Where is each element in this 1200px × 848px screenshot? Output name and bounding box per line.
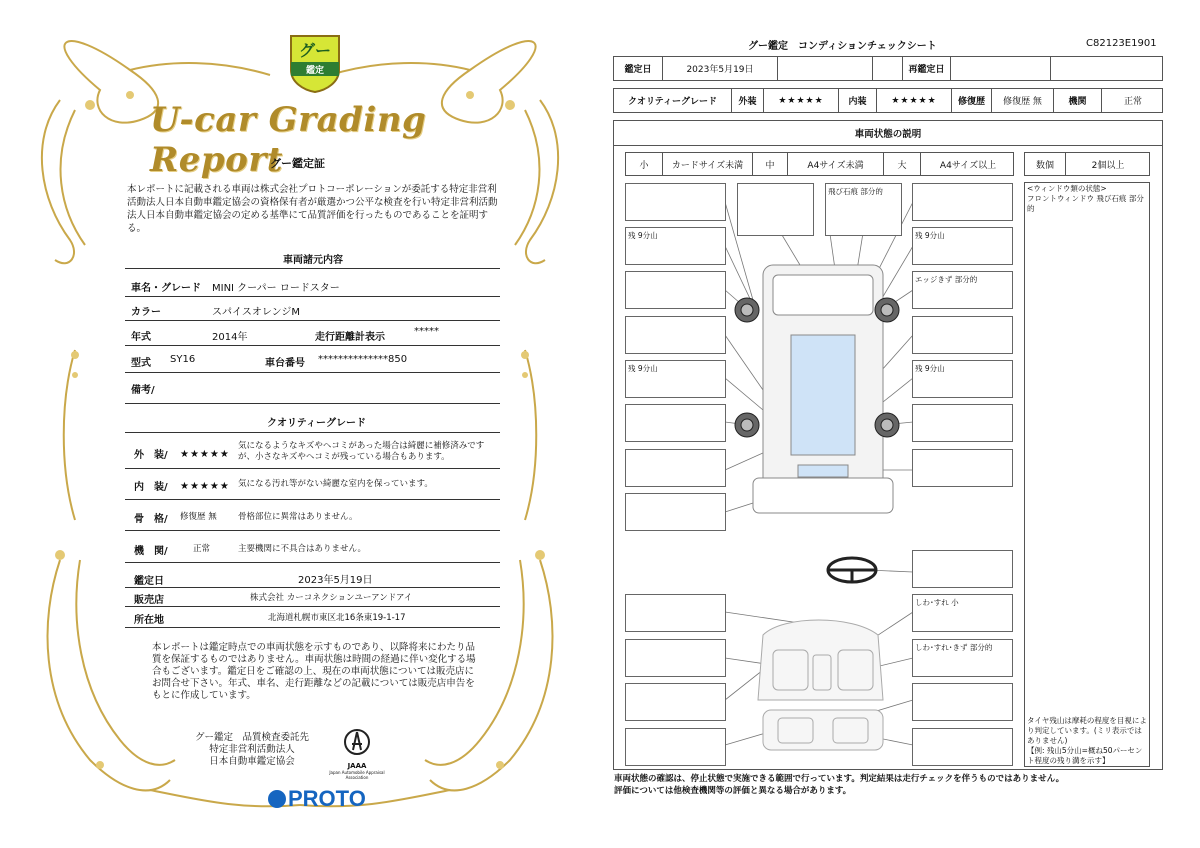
- mileage-value: *****: [414, 326, 439, 337]
- empty-cell: [872, 57, 902, 80]
- damage-box: [912, 683, 1013, 721]
- legend-small-desc: カードサイズ未満: [662, 153, 752, 175]
- reappraisal-label: 再鑑定日: [902, 57, 950, 80]
- remarks-label: 備考/: [131, 385, 155, 396]
- certificate-title: グー鑑定証: [270, 157, 325, 170]
- damage-box-seat-wrinkle: しわ･すれ 小: [912, 594, 1013, 632]
- date-value: 2023年5月19日: [662, 57, 777, 80]
- address-value: 北海道札幌市東区北16条東19-1-17: [268, 613, 406, 623]
- interior-stars: ★★★★★: [180, 481, 230, 492]
- divider: [125, 432, 500, 433]
- divider: [125, 345, 500, 346]
- damage-box: [625, 683, 726, 721]
- frame-value: 修復歴 無: [180, 512, 217, 522]
- dealer-label: 販売店: [134, 595, 164, 606]
- report-script-title: U-car Grading Report: [150, 100, 427, 180]
- damage-box: [625, 183, 726, 221]
- legend-large-desc: A4サイズ以上: [920, 153, 1015, 175]
- chassis-label: 車台番号: [265, 358, 305, 369]
- damage-box: [625, 639, 726, 677]
- damage-box-right-front-tire: 残 9分山: [912, 227, 1013, 265]
- dealer-value: 株式会社 カーコネクションユーアンドアイ: [250, 593, 413, 603]
- legend-count: 数個: [1035, 160, 1054, 171]
- divider: [125, 403, 500, 404]
- quality-row: [613, 88, 1163, 113]
- appraisal-date-value: 2023年5月19日: [298, 575, 373, 586]
- jaaa-emblem-icon: [343, 728, 371, 758]
- engine-label: 機 関/: [134, 546, 168, 557]
- exterior-stars: ★★★★★: [180, 449, 230, 460]
- steering-wheel-icon: [828, 558, 876, 582]
- mileage-label: 走行距離計表示: [315, 332, 385, 343]
- divider: [125, 468, 500, 469]
- legend-large: 大: [883, 153, 920, 175]
- divider: [125, 530, 500, 531]
- damage-box-right-rear-tire: 残 9分山: [912, 360, 1013, 398]
- damage-box: [625, 316, 726, 354]
- disclaimer-notes: 本レポートは鑑定時点での車両状態を示すものであり、以降将来にわたり品質を保証するものではありません。車両状態は時間の経過に伴い変化する場合もございます。鑑定日をご確認の上、現在の車両状態については販売店にお問合せ下さい。年式、車名、走行距離などの記載については販売店申告をもとに作成しています。: [152, 642, 476, 701]
- model-label: 型式: [131, 358, 151, 369]
- damage-box: [737, 183, 814, 236]
- engine-value: 正常: [193, 544, 211, 554]
- legend-medium: 中: [752, 153, 787, 175]
- empty-cell: [777, 57, 872, 80]
- divider: [125, 562, 500, 563]
- damage-box: [912, 183, 1013, 221]
- notes-column: [1024, 182, 1150, 767]
- legend-medium-desc: A4サイズ未満: [787, 153, 883, 175]
- proto-logo: [268, 786, 366, 812]
- divider: [125, 587, 500, 588]
- interior-note: 気になる汚れ等がない綺麗な室内を保っています。: [238, 479, 433, 489]
- car-name-value: MINI クーパー ロードスター: [212, 283, 340, 294]
- model-value: SY16: [170, 354, 196, 365]
- interior-stars: ★★★★★: [876, 89, 951, 112]
- interior-label: 内 装/: [134, 482, 168, 493]
- jaaa-logo: [322, 728, 392, 780]
- damage-box: [625, 493, 726, 531]
- damage-box-right-fender: エッジきず 部分的: [912, 271, 1013, 309]
- quality-grade-label: クオリティーグレード: [627, 97, 718, 107]
- section-title: 車両状態の説明: [614, 121, 1162, 146]
- org-line: グー鑑定 品質検査委託先: [194, 732, 309, 743]
- interior-label: 内装: [838, 89, 876, 112]
- svg-text:鑑定: 鑑定: [305, 66, 325, 76]
- count-legend: [1024, 152, 1150, 176]
- damage-box: [625, 449, 726, 487]
- divider: [125, 606, 500, 607]
- divider: [125, 268, 500, 269]
- damage-box-left-front-tire: 残 9分山: [625, 227, 726, 265]
- repair-value: 修復歴 無: [991, 89, 1053, 112]
- damage-box: [625, 594, 726, 632]
- sheet-code: C82123E1901: [1086, 38, 1157, 49]
- quality-heading: クオリティーグレード: [267, 418, 366, 429]
- year-label: 年式: [131, 332, 151, 343]
- proto-text: PROTO: [288, 786, 366, 811]
- frame-label: 骨 格/: [134, 514, 168, 525]
- date-label: 鑑定日: [624, 65, 652, 75]
- damage-box: [912, 550, 1013, 588]
- footer-note-2: 評価については他検査機関等の評価と異なる場合があります。: [614, 786, 852, 796]
- date-row: [613, 56, 1163, 81]
- divider: [125, 372, 500, 373]
- proto-mark-icon: [268, 790, 286, 808]
- reappraisal-value: [950, 57, 1050, 80]
- damage-box-seat-scratch: しわ･すれ･きず 部分的: [912, 639, 1013, 677]
- address-label: 所在地: [134, 615, 164, 626]
- goo-kantei-logo: [287, 32, 343, 94]
- exterior-note: 気になるようなキズやヘコミがあった場合は綺麗に補修済みですが、小さなキズやヘコミが残っている場合もあります。: [238, 441, 485, 462]
- footer-note-1: 車両状態の確認は、停止状態で実施できる範囲で行っています。判定結果は走行チェックを伴うものではありません。: [614, 774, 1065, 784]
- size-legend: [625, 152, 1014, 176]
- damage-box: [912, 728, 1013, 766]
- divider: [125, 499, 500, 500]
- damage-box-left-rear-tire: 残 9分山: [625, 360, 726, 398]
- empty-cell: [1050, 57, 1164, 80]
- spec-heading: 車両諸元内容: [283, 255, 343, 266]
- svg-text:グー: グー: [298, 41, 332, 60]
- damage-box: [625, 404, 726, 442]
- engine-note: 主要機関に不具合はありません。: [238, 544, 367, 554]
- damage-box: [625, 271, 726, 309]
- exterior-stars: ★★★★★: [763, 89, 838, 112]
- chassis-value: **************850: [318, 354, 408, 365]
- car-name-label: 車名・グレード: [131, 283, 201, 294]
- damage-box-front-windshield: 飛び石痕 部分的: [825, 183, 902, 236]
- sheet-title: グー鑑定 コンディションチェックシート: [748, 41, 937, 52]
- damage-box: [912, 404, 1013, 442]
- exterior-label: 外装: [731, 89, 763, 112]
- damage-box: [912, 316, 1013, 354]
- jaaa-subtext: Japan Automobile Appraisal Association: [329, 770, 385, 780]
- association-name: [182, 732, 322, 768]
- divider: [125, 627, 500, 628]
- certificate-intro: 本レポートに記載される車両は株式会社プロトコーポレーションが委託する特定非営利活動法人日本自動車鑑定協会の資格保有者が厳選かつ公平な検査を行い特定非営利活動法人日本自動車鑑定協会の定める基準にて品質評価を行ったものであることを証明する。: [127, 184, 498, 234]
- color-value: スパイスオレンジM: [212, 307, 301, 318]
- legend-small: 小: [639, 160, 649, 171]
- frame-note: 骨格部位に異常はありません。: [238, 512, 358, 522]
- engine-label: 機関: [1053, 89, 1101, 112]
- legend-count-desc: 2個以上: [1065, 153, 1150, 175]
- engine-value: 正常: [1101, 89, 1164, 112]
- window-condition-note: <ウィンドウ類の状態> フロントウィンドウ 飛び石痕 部分的: [1027, 184, 1144, 213]
- damage-box: [625, 728, 726, 766]
- divider: [125, 320, 500, 321]
- jaaa-text: JAAA: [347, 762, 367, 770]
- exterior-label: 外 装/: [134, 450, 168, 461]
- damage-box: [912, 449, 1013, 487]
- year-value: 2014年: [212, 332, 248, 343]
- org-line: 日本自動車鑑定協会: [209, 756, 295, 767]
- appraisal-date-label: 鑑定日: [134, 576, 164, 587]
- color-label: カラー: [131, 307, 161, 318]
- repair-label: 修復歴: [951, 89, 991, 112]
- divider: [125, 296, 500, 297]
- org-line: 特定非営利活動法人: [209, 744, 295, 755]
- tire-tread-note: タイヤ残山は摩耗の程度を目視により判定しています。(ミリ表示ではありません) 【例: 残山5分山=概ね50パーセント程度の残り溝を示す】: [1027, 716, 1147, 765]
